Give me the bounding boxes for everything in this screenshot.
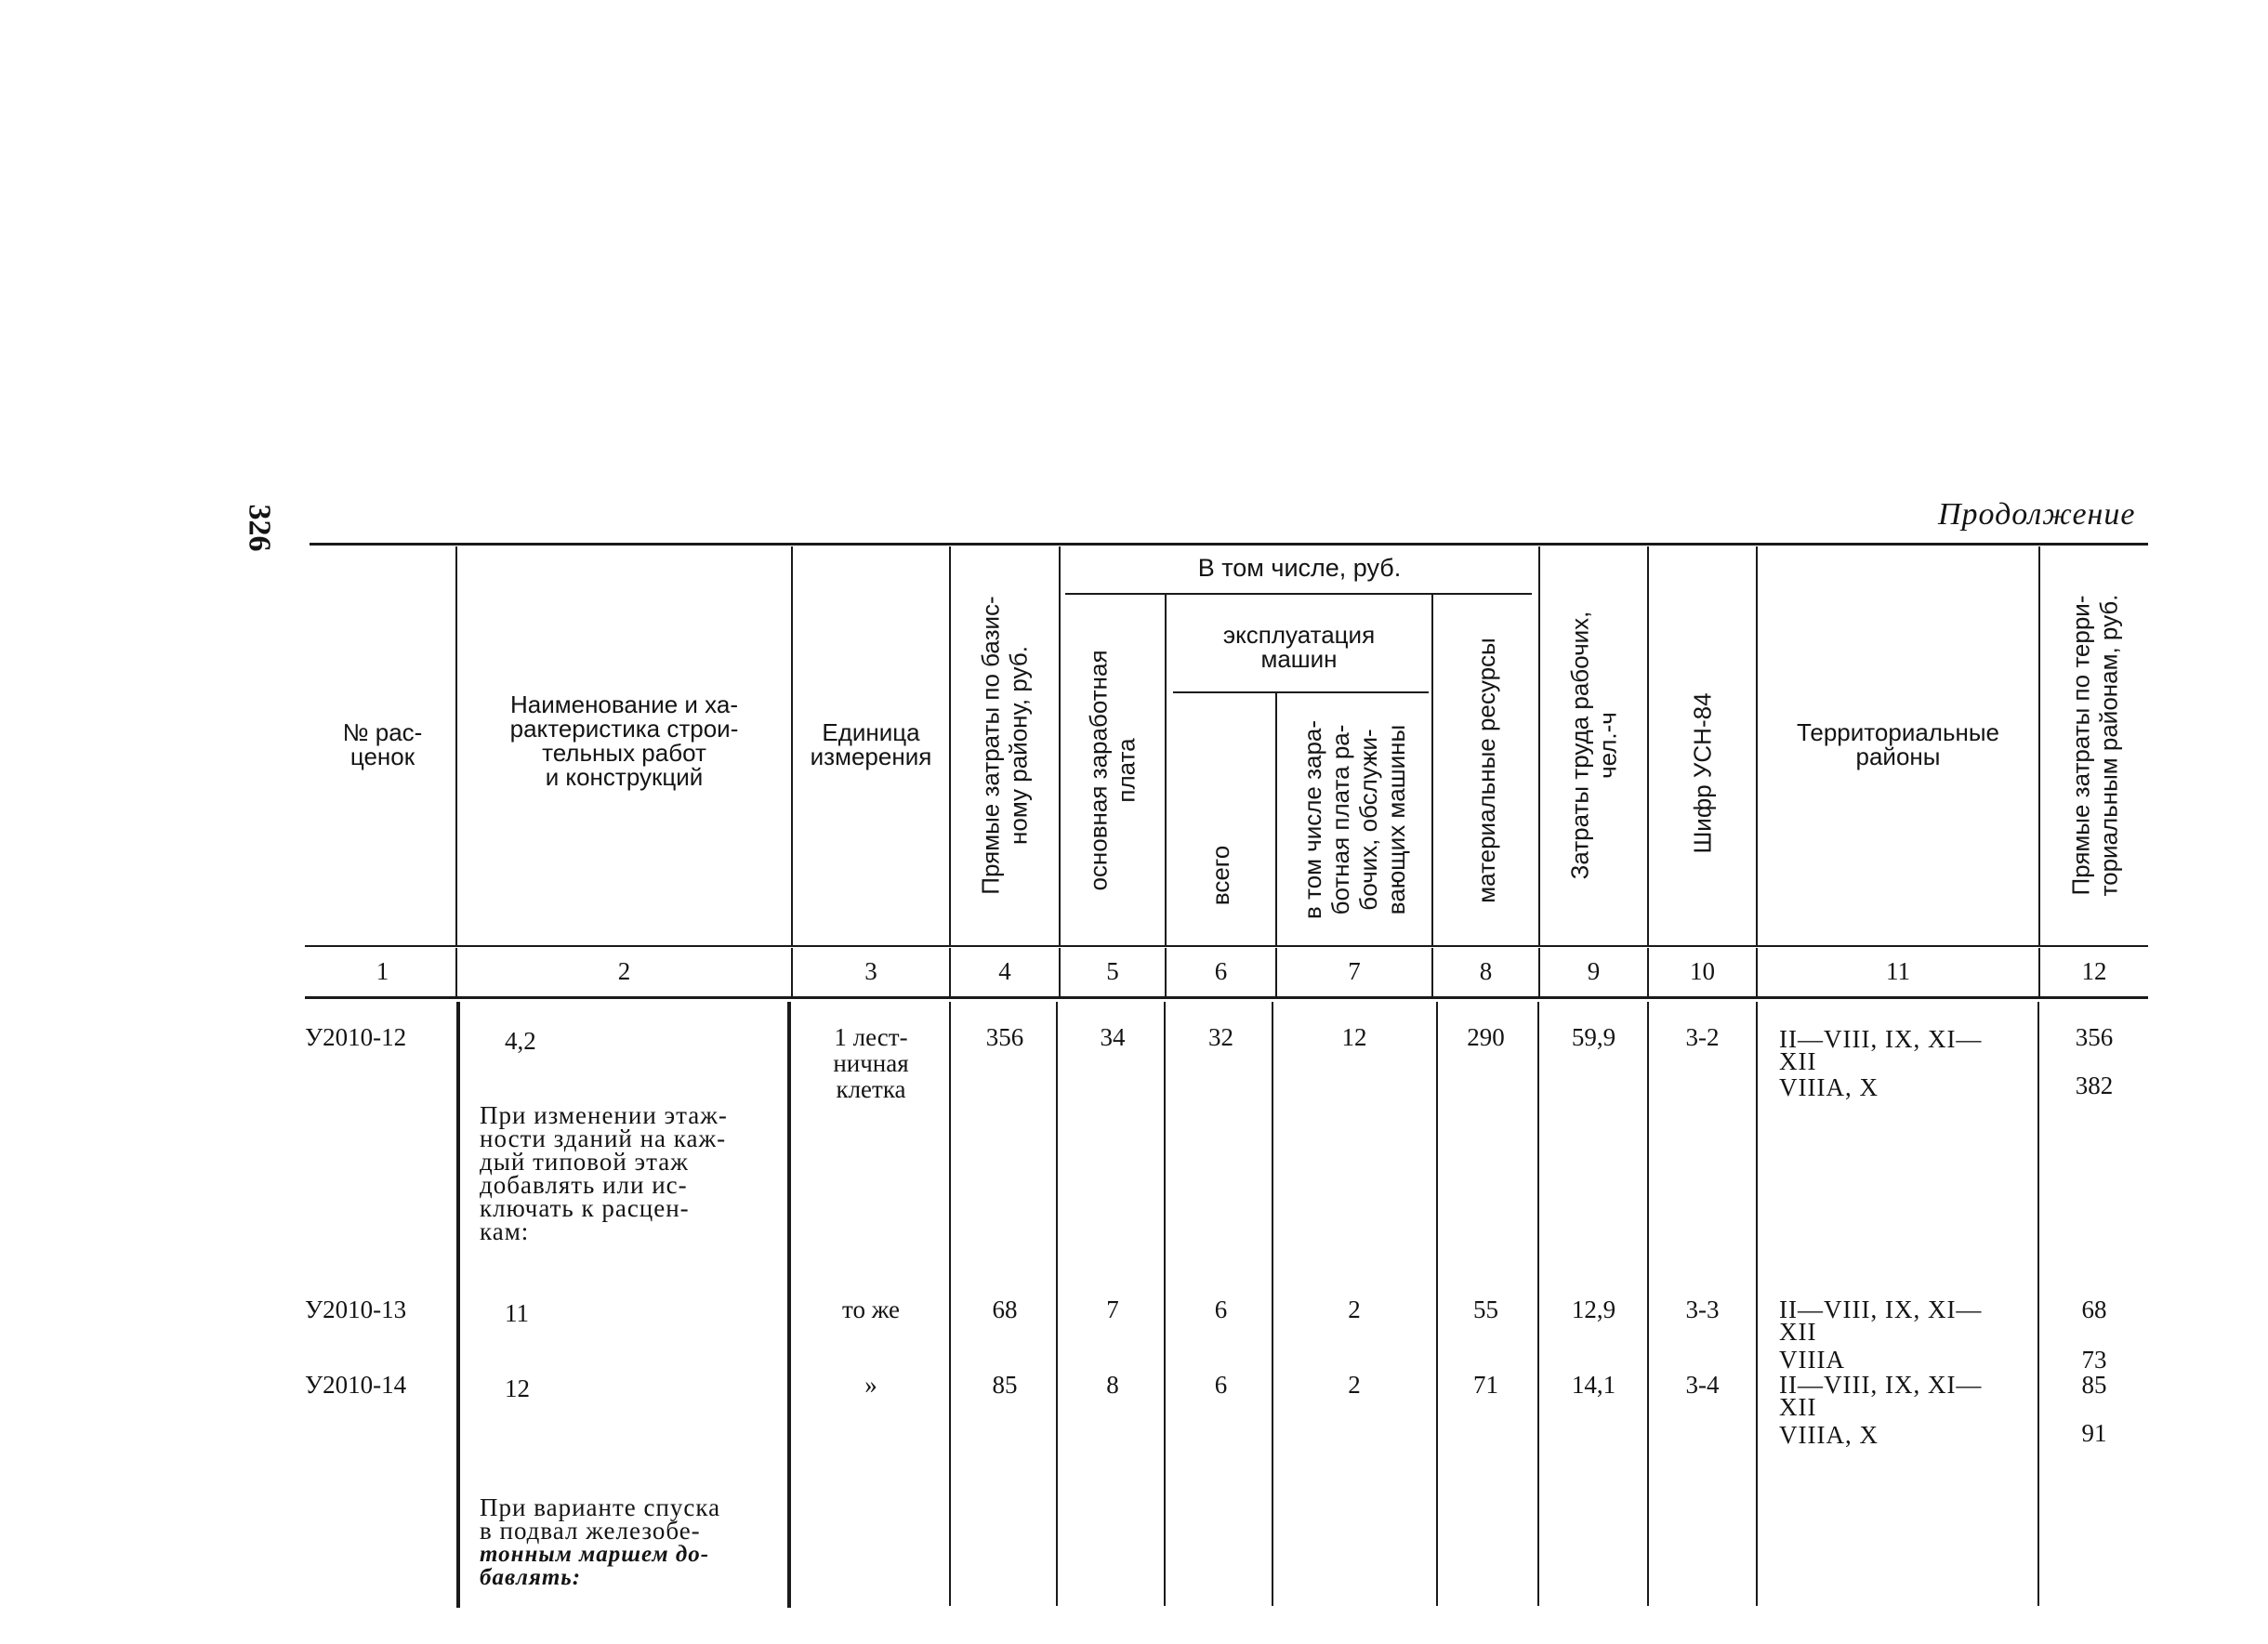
row-code: У2010-12	[305, 1023, 407, 1051]
header-regional-cost: Прямые затраты по терри- ториальным районам, руб.	[2066, 594, 2122, 897]
row-machines-total: 6	[1214, 1295, 1228, 1323]
header-regions: Территориальные районы	[1796, 718, 2000, 770]
row-code-usn: 3-4	[1685, 1371, 1720, 1399]
continuation-title: Продолжение	[1938, 497, 2136, 532]
row-region: II—VIII, IX, XI— XII	[1779, 1295, 1983, 1346]
row-region: VIIIA, X	[1779, 1073, 1879, 1101]
row-materials: 55	[1473, 1295, 1498, 1323]
column-number: 12	[2081, 957, 2107, 985]
row-materials: 290	[1467, 1023, 1505, 1051]
row-wages: 34	[1100, 1023, 1126, 1051]
column-number: 5	[1106, 957, 1119, 985]
column-number: 1	[376, 957, 389, 985]
row-code: У2010-14	[305, 1371, 407, 1399]
header-wages: основная заработная плата	[1085, 650, 1141, 891]
row-region: VIIIA	[1779, 1346, 1845, 1374]
header-base-cost: Прямые затраты по базис- ному району, руб.	[977, 596, 1033, 895]
row-region-cost: 356	[2075, 1023, 2114, 1051]
header-machines: эксплуатация машин	[1222, 621, 1376, 673]
column-number: 9	[1587, 957, 1601, 985]
row-code-usn: 3-3	[1685, 1295, 1720, 1323]
column-number: 8	[1479, 957, 1493, 985]
header-machines-total: всего	[1207, 845, 1235, 906]
row-unit: »	[864, 1371, 877, 1399]
row-name: 12	[505, 1374, 530, 1402]
header-labor: Затраты труда рабочих, чел.-ч	[1565, 611, 1622, 880]
row-region-cost: 382	[2075, 1072, 2114, 1099]
row-base-cost: 68	[992, 1295, 1018, 1323]
note-basement-italic: тонным маршем до- бавлять:	[480, 1542, 710, 1590]
header-group: В том числе, руб.	[1197, 554, 1402, 582]
row-unit: то же	[842, 1295, 900, 1323]
note-basement-plain: При варианте спуска в подвал железобе-	[480, 1493, 721, 1545]
column-number: 11	[1886, 957, 1910, 985]
row-region: II—VIII, IX, XI— XII	[1779, 1025, 1983, 1075]
row-wages: 7	[1106, 1295, 1119, 1323]
row-name: 4,2	[505, 1027, 536, 1055]
row-code-usn: 3-2	[1685, 1023, 1720, 1051]
header-materials: материальные ресурсы	[1471, 638, 1500, 903]
row-labor: 12,9	[1571, 1295, 1616, 1323]
page-number	[231, 500, 286, 556]
row-region-cost: 85	[2081, 1371, 2107, 1399]
row-region-cost: 91	[2081, 1419, 2107, 1447]
row-region-cost: 73	[2081, 1346, 2107, 1374]
row-materials: 71	[1473, 1371, 1498, 1399]
column-number: 7	[1348, 957, 1361, 985]
column-number: 2	[617, 957, 631, 985]
row-machines-wages: 2	[1348, 1295, 1361, 1323]
row-machines-wages: 12	[1341, 1023, 1367, 1051]
row-machines-total: 32	[1208, 1023, 1233, 1051]
row-name: 11	[505, 1299, 529, 1327]
row-machines-wages: 2	[1348, 1371, 1361, 1399]
row-wages: 8	[1106, 1371, 1119, 1399]
note-floors: При изменении этаж- ности зданий на каж- дый типовой этаж добавлять или ис- ключать к расцен- кам:	[480, 1101, 728, 1245]
page-number-text: 326	[242, 504, 276, 552]
column-number: 6	[1214, 957, 1228, 985]
row-unit: 1 лест- ничная клетка	[833, 1023, 909, 1103]
header-code: № рас- ценок	[342, 718, 423, 770]
column-number: 3	[864, 957, 877, 985]
row-region: VIIIA, X	[1779, 1421, 1879, 1449]
row-region: II—VIII, IX, XI— XII	[1779, 1371, 1983, 1421]
note-basement	[480, 1493, 783, 1590]
header-machines-wages: в том числе зара- ботная плата ра- бочих, обслужи- вающих машины	[1299, 719, 1410, 920]
row-code: У2010-13	[305, 1295, 407, 1323]
row-region-cost: 68	[2081, 1295, 2107, 1323]
row-machines-total: 6	[1214, 1371, 1228, 1399]
header-code-usn: Шифр УСН-84	[1688, 692, 1717, 854]
row-base-cost: 85	[992, 1371, 1018, 1399]
header-unit: Единица измерения	[810, 718, 932, 770]
column-number: 10	[1690, 957, 1715, 985]
header-name: Наименование и ха- рактеристика строи- тельных работ и конструкций	[509, 690, 739, 791]
column-number: 4	[998, 957, 1011, 985]
row-labor: 59,9	[1571, 1023, 1616, 1051]
row-labor: 14,1	[1571, 1371, 1616, 1399]
row-base-cost: 356	[985, 1023, 1024, 1051]
